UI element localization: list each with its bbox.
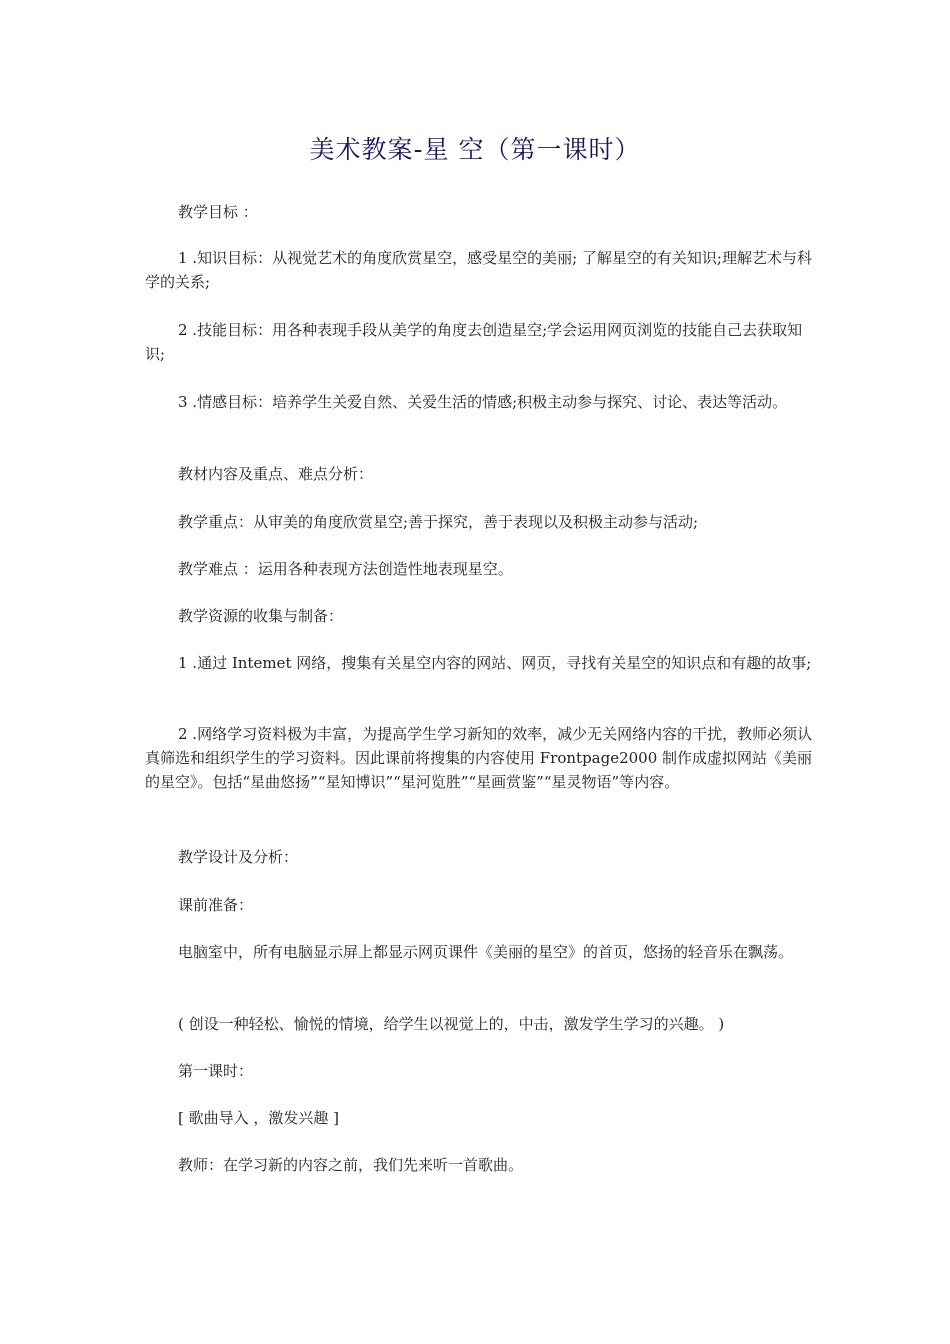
- paragraph-design-heading: 教学设计及分析：: [178, 848, 299, 866]
- paragraph-preparation-note: ( 创设一种轻松、愉悦的情境，给学生以视觉上的，中击，激发学生学习的兴趣。 ): [178, 1015, 725, 1033]
- paragraph-key-points: 教学重点：从审美的角度欣赏星空;善于探究，善于表现以及积极主动参与活动;: [178, 513, 699, 531]
- paragraph-preparation: 电脑室中，所有电脑显示屏上都显示网页课件《美丽的星空》的首页，悠扬的轻音乐在飘荡。: [178, 943, 794, 961]
- document-title: 美术教案-星 空（第一课时）: [309, 135, 641, 164]
- paragraph-preparation-heading: 课前准备：: [178, 896, 254, 914]
- paragraph-emotion-goal: 3 .情感目标：培养学生关爱自然、关爱生活的情感;积极主动参与探究、讨论、表达等活动。: [178, 393, 788, 411]
- paragraph-resource-2: 2 .网络学习资料极为丰富，为提高学生学习新知的效率，减少无关网络内容的干扰，教师必须认真筛选和组织学生的学习资料。因此课前将搜集的内容使用 Frontpage2000 制作成虚拟网站《美丽的星空》。包括“星曲悠扬”“星知博识”“星河览胜”“星画赏鉴”“星灵物语”等内容。: [145, 725, 813, 791]
- paragraph-teaching-goals-heading: 教学目标 ：: [178, 203, 258, 221]
- paragraph-lesson-one-heading: 第一课时：: [178, 1062, 254, 1080]
- paragraph-difficulties: 教学难点 ：运用各种表现方法创造性地表现星空。: [178, 560, 513, 578]
- paragraph-resource-1: 1 .通过 Intemet 网络，搜集有关星空内容的网站、网页，寻找有关星空的知识点和有趣的故事;: [178, 654, 812, 672]
- paragraph-teacher-line: 教师：在学习新的内容之前，我们先来听一首歌曲。: [178, 1156, 524, 1174]
- paragraph-song-intro-heading: [ 歌曲导入 ，激发兴趣 ]: [178, 1109, 340, 1127]
- paragraph-skill-goal: 2 .技能目标：用各种表现手段从美学的角度去创造星空;学会运用网页浏览的技能自己去获取知识;: [145, 321, 803, 363]
- paragraph-content-analysis-heading: 教材内容及重点、难点分析：: [178, 465, 374, 483]
- paragraph-knowledge-goal: 1 .知识目标：从视觉艺术的角度欣赏星空，感受星空的美丽; 了解星空的有关知识;理解艺术与科学的关系;: [145, 249, 812, 291]
- paragraph-resources-heading: 教学资源的收集与制备：: [178, 607, 344, 625]
